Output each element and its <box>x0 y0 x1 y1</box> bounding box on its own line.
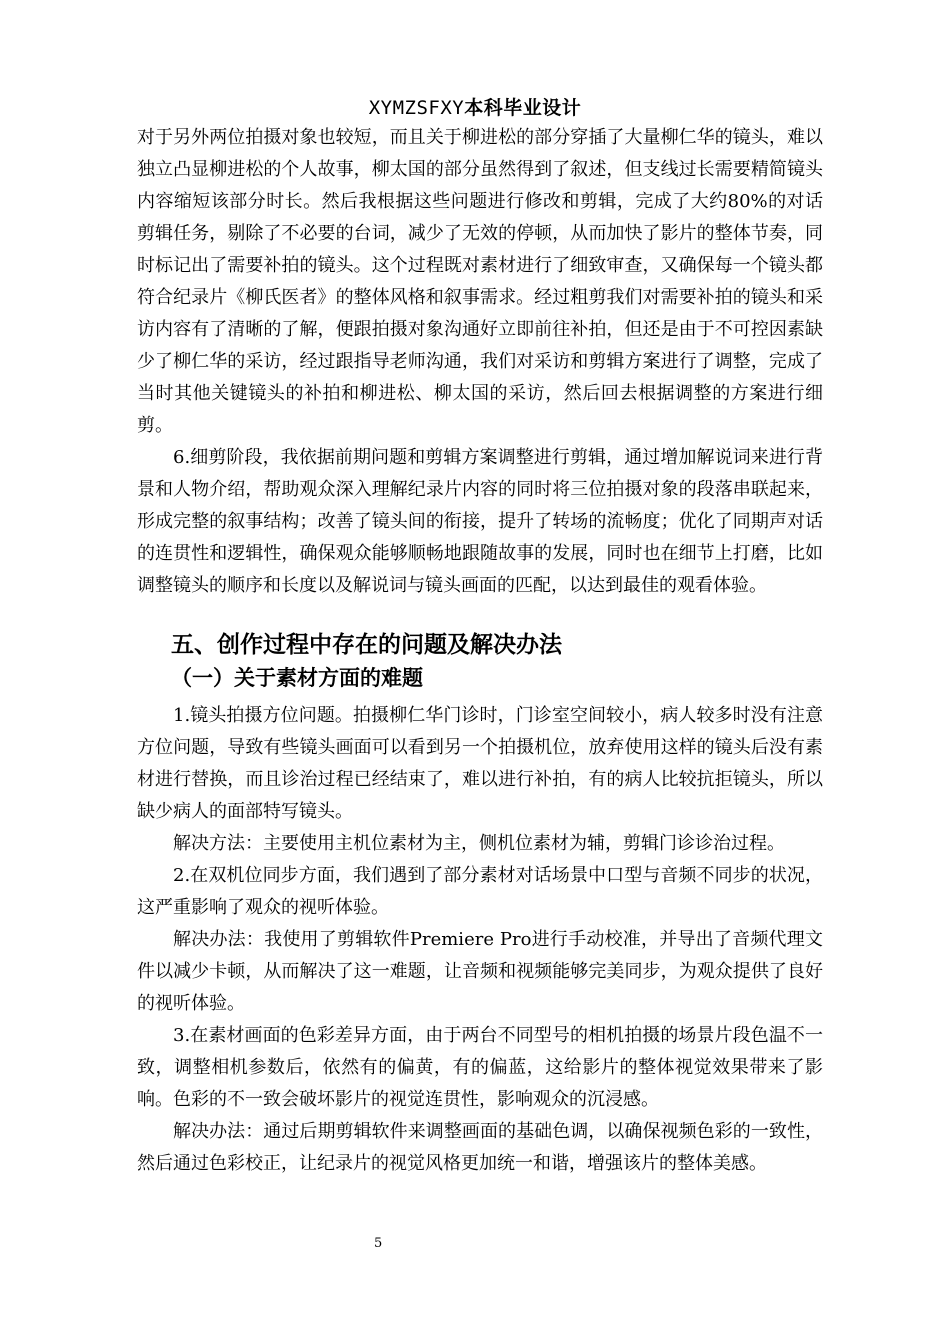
page-number: 5 <box>374 1236 383 1251</box>
issue-1-shooting-position: 1.镜头拍摄方位问题。拍摄柳仁华门诊时，门诊室空间较小，病人较多时没有注意方位问题，导致有些镜头画面可以看到另一个拍摄机位，放弃使用这样的镜头后没有素材进行替换，而且诊治过程已经结束了，难以进行补拍，有的病人比较抗拒镜头，所以缺少病人的面部特写镜头。 <box>137 705 823 822</box>
subsection-heading: （一）关于素材方面的难题 <box>171 666 423 690</box>
paragraph-fine-edit: 6.细剪阶段，我依据前期问题和剪辑方案调整进行剪辑，通过增加解说词来进行背景和人物介绍，帮助观众深入理解纪录片内容的同时将三位拍摄对象的段落串联起来，形成完整的叙事结构；改善了镜头间的衔接，提升了转场的流畅度；优化了同期声对话的连贯性和逻辑性，确保观众能够顺畅地跟随故事的发展，同时也在细节上打磨，比如调整镜头的顺序和长度以及解说词与镜头画面的匹配，以达到最佳的观看体验。 <box>137 447 823 596</box>
section-heading: 五、创作过程中存在的问题及解决办法 <box>171 632 562 658</box>
header-code: XYMZSFXY <box>368 97 465 119</box>
solution-2: 解决办法：我使用了剪辑软件Premiere Pro进行手动校准，并导出了音频代理文件以减少卡顿，从而解决了这一难题，让音频和视频能够完美同步，为观众提供了良好的视听体验。 <box>137 929 823 1014</box>
issue-3-color-difference: 3.在素材画面的色彩差异方面，由于两台不同型号的相机拍摄的场景片段色温不一致，调整相机参数后，依然有的偏黄，有的偏蓝，这给影片的整体视觉效果带来了影响。色彩的不一致会破坏影片的视觉连贯性，影响观众的沉浸感。 <box>137 1025 823 1110</box>
header-title: 本科毕业设计 <box>464 97 582 119</box>
solution-3: 解决办法：通过后期剪辑软件来调整画面的基础色调，以确保视频色彩的一致性，然后通过色彩校正，让纪录片的视觉风格更加统一和谐，增强该片的整体美感。 <box>137 1121 823 1174</box>
running-header <box>0 93 950 120</box>
paragraph-continued: 对于另外两位拍摄对象也较短，而且关于柳进松的部分穿插了大量柳仁华的镜头，难以独立凸显柳进松的个人故事，柳太国的部分虽然得到了叙述，但支线过长需要精简镜头内容缩短该部分时长。然后我根据这些问题进行修改和剪辑，完成了大约80%的对话剪辑任务，剔除了不必要的台词，减少了无效的停顿，从而加快了影片的整体节奏，同时标记出了需要补拍的镜头。这个过程既对素材进行了细致审查，又确保每一个镜头都符合纪录片《柳氏医者》的整体风格和叙事需求。经过粗剪我们对需要补拍的镜头和采访内容有了清晰的了解，便跟拍摄对象沟通好立即前往补拍，但还是由于不可控因素缺少了柳仁华的采访，经过跟指导老师沟通，我们对采访和剪辑方案进行了调整，完成了当时其他关键镜头的补拍和柳进松、柳太国的采访，然后回去根据调整的方案进行细剪。 <box>137 127 823 436</box>
solution-1: 解决方法：主要使用主机位素材为主，侧机位素材为辅，剪辑门诊诊治过程。 <box>173 833 785 854</box>
body-content <box>137 122 823 1180</box>
issue-2-dual-camera-sync: 2.在双机位同步方面，我们遇到了部分素材对话场景中口型与音频不同步的状况，这严重影响了观众的视听体验。 <box>137 865 823 918</box>
